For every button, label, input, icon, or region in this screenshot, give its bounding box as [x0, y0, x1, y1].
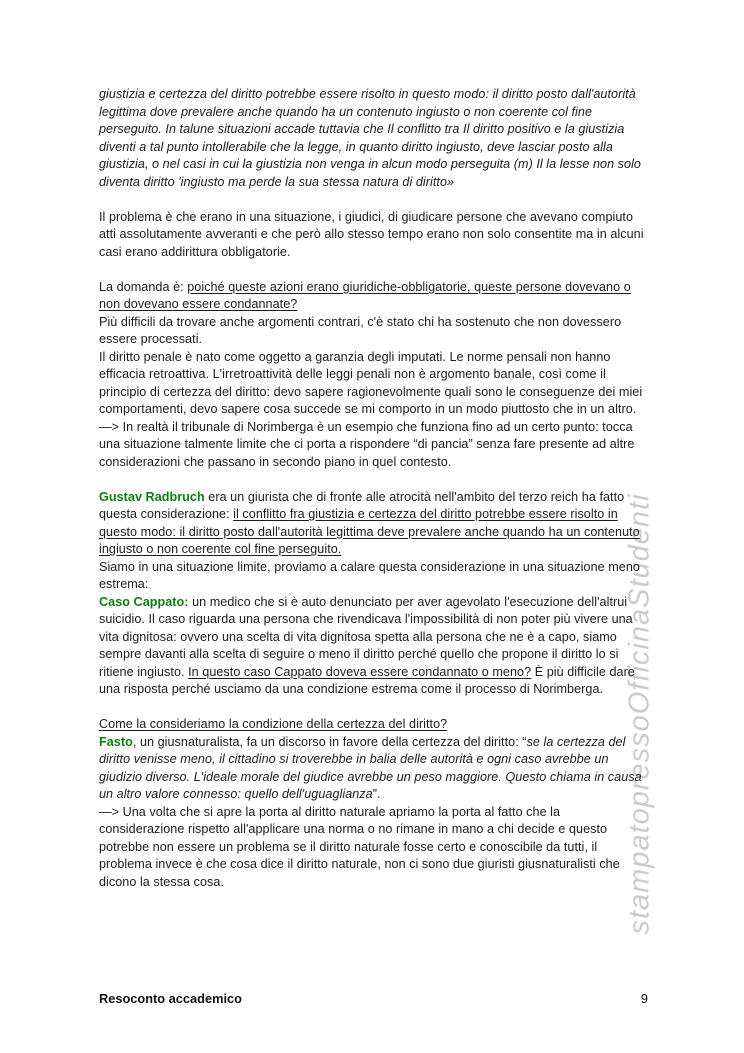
paragraph [99, 559, 648, 594]
text-run: , un giusnaturalista, fa un discorso in favore della certezza del diritto: “ [132, 734, 527, 749]
text-run: era un giurista che di fronte alle atrocità nell'ambito del terzo reich ha fatto questa considerazione: [99, 489, 625, 521]
paragraph [99, 209, 648, 262]
text-run: giustizia e certezza del diritto potrebbe essere risolto in questo modo: il diritto posto dall'autorità legittima dove prevalere anche quando ha un contenuto ingiusto o non coerente col fine perseguito. In talune situazioni accade tuttavia che Il conflitto tra Il diritto positivo e la giustizia diventi a tal punto intollerabile che la legge, in quanto diritto ingiusto, deve lasciar posto alla giustizia, o nel casi in cui la giustizia non venga in alcun modo perseguita (m) Il la lesse non solo diventa diritto 'ingiusto ma perde la sua stessa natura di diritto» [99, 87, 641, 189]
paragraph [99, 279, 648, 314]
footer [99, 991, 648, 1006]
paragraph [99, 314, 648, 349]
paragraph [99, 804, 648, 892]
text-run: ”. [372, 787, 381, 801]
document-body [99, 86, 648, 891]
text-run: poiché queste azioni erano giuridiche-obbligatorie, queste persone dovevano o non dovevano essere condannate? [99, 279, 631, 311]
paragraph [99, 86, 648, 191]
paragraph [99, 349, 648, 419]
text-run: il conflitto fra giustizia e certezza del diritto potrebbe essere risolto in questo modo: il diritto posto dall'autorità legittima deve prevalere anche quando ha un contenuto ingiusto o non coerente col fine perseguito. [99, 507, 640, 556]
text-run: La domanda è: [99, 279, 188, 294]
page-number: 9 [640, 991, 648, 1006]
text-run: Più difficili da trovare anche argomenti contrari, c'è stato chi ha sostenuto che non dovessero essere processati. [99, 314, 622, 346]
text-run: Come la consideriamo la condizione della certezza del diritto? [99, 717, 448, 731]
text-run: Il diritto penale è nato come oggetto a garanzia degli imputati. Le norme pensali non hanno efficacia retroattiva. L'irretroattività delle leggi penali non è argomento banale, così come il principio di certezza del diritto: devo sapere ragionevolmente quali sono le conseguenze dei miei comportamenti, devo sapere cosa succede se mi comporto in un modo piuttosto che in un altro. [99, 349, 643, 416]
text-run: —> Una volta che si apre la porta al diritto naturale apriamo la porta al fatto che la considerazione rispetto all'applicare una norma o no rimane in mano a chi decide e questo potrebbe non essere un problema se il diritto naturale fosse certo e conoscibile da tutti, il problema invece è che cosa dice il diritto naturale, non ci sono due giuristi giusnaturalisti che dicono la stessa cosa. [99, 804, 620, 889]
text-run: un medico che si è auto denunciato per aver agevolato l'esecuzione dell'altrui suicidio. Il caso riguarda una persona che rivendicava l'impossibilità di non poter più vivere una vita dignitosa: ovvero una scelta di vita dignitosa spetta alla persona che ne è a capo, siamo sempre davanti alla scelta di seguire o meno il diritto perché quello che propone il diritto lo si ritiene ingiusto. [99, 594, 633, 679]
paragraph [99, 419, 648, 472]
text-run: Fasto [99, 734, 133, 749]
text-run: Gustav Radbruch [99, 489, 205, 504]
text-run: È più difficile dare una risposta perché usciamo da una condizione estrema come il processo di Norimberga. [99, 664, 635, 696]
text-run: Il problema è che erano in una situazione, i giudici, di giudicare persone che avevano compiuto atti assolutamente avveranti e che però allo stesso tempo erano non solo consentite ma in alcuni casi erano addirittura obbligatorie. [99, 209, 644, 259]
paragraph [99, 734, 648, 804]
paragraph [99, 716, 648, 734]
paragraph [99, 594, 648, 699]
footer-title: Resoconto accademico [99, 991, 242, 1006]
text-run: —> In realtà il tribunale di Norimberga è un esempio che funziona fino ad un certo punto: tocca una situazione talmente limite che ci porta a rispondere “di pancia” senza fare presente ad altre considerazioni che passano in secondo piano in quel contesto. [99, 419, 635, 469]
text-run: In questo caso Cappato doveva essere condannato o meno? [188, 664, 532, 679]
text-run: Siamo in una situazione limite, proviamo a calare questa considerazione in una situazione meno estrema: [99, 559, 640, 591]
text-run: se la certezza del diritto venisse meno, il cittadino si troverebbe in balia delle autorità e ogni caso avrebbe un giudizio diverso. L'ideale morale del giudice avrebbe un peso maggiore. Questo chiama in causa un altro valore connesso: quello dell'uguaglianza [99, 734, 642, 801]
watermark: stampatopressoOfficinaStudenti [623, 493, 656, 935]
text-run: Caso Cappato: [99, 594, 189, 609]
paragraph [99, 489, 648, 559]
